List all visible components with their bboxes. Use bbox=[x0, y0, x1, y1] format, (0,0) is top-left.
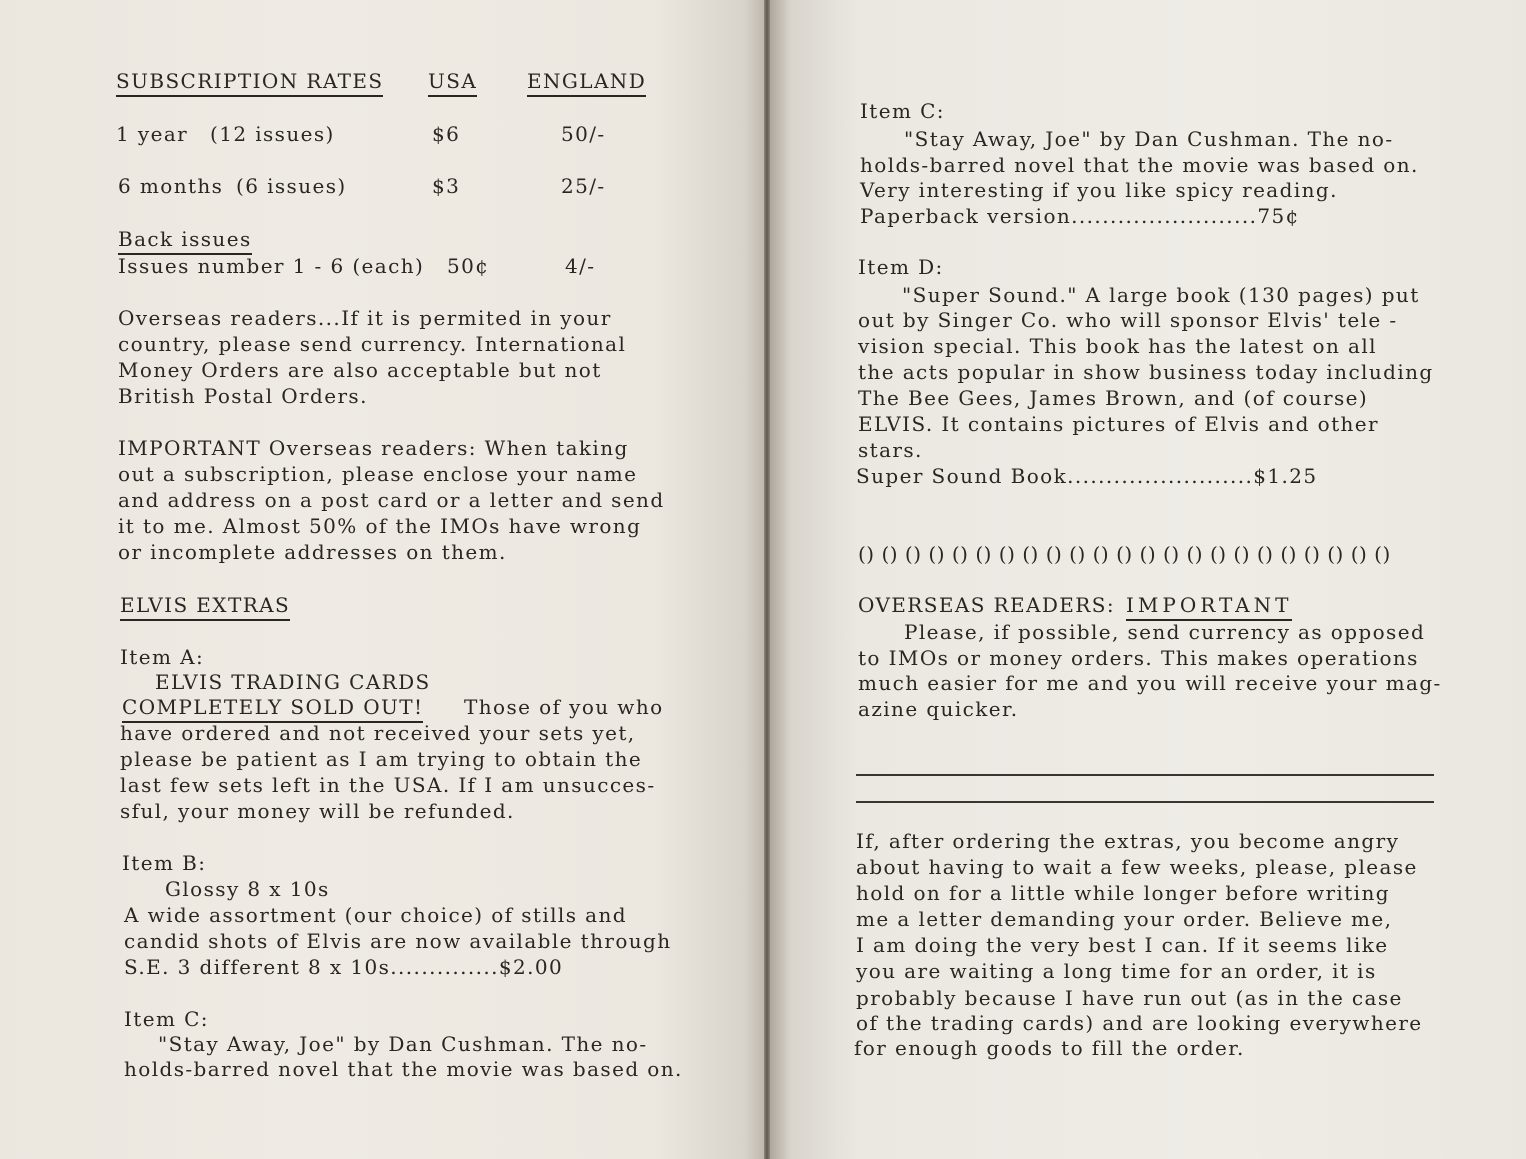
overseas-paragraph-line: Overseas readers...If it is permited in your bbox=[118, 306, 612, 330]
item-d-line: the acts popular in show business today including bbox=[858, 360, 1434, 384]
overseas-paragraph-line: country, please send currency. International bbox=[118, 332, 627, 356]
back-issues-england: 4/- bbox=[565, 254, 596, 278]
rate-issues: (12 issues) bbox=[210, 122, 335, 146]
rate-usa: $3 bbox=[432, 174, 461, 198]
item-d-line: The Bee Gees, James Brown, and (of course) bbox=[858, 386, 1369, 410]
item-d-line: "Super Sound." A large book (130 pages) put bbox=[902, 283, 1420, 307]
horizontal-rule bbox=[856, 801, 1434, 803]
important-paragraph-line: it to me. Almost 50% of the IMOs have wrong bbox=[118, 514, 642, 538]
parenthesis-divider: () () () () () () () () () () () () () () () () () () () () () () () bbox=[858, 542, 1391, 566]
subscription-rates-heading: SUBSCRIPTION RATES bbox=[116, 68, 383, 97]
item-a-label: Item A: bbox=[120, 645, 205, 669]
back-issues-label: Issues number 1 - 6 (each) bbox=[118, 254, 425, 278]
rate-usa: $6 bbox=[432, 122, 461, 146]
item-c-label: Item C: bbox=[860, 99, 945, 123]
overseas-line: much easier for me and you will receive your mag- bbox=[858, 671, 1442, 695]
item-b-line: candid shots of Elvis are now available through bbox=[124, 929, 672, 953]
item-c-label: Item C: bbox=[124, 1007, 209, 1031]
overseas-line: to IMOs or money orders. This makes operations bbox=[858, 646, 1419, 670]
closing-paragraph-line: me a letter demanding your order. Believe me, bbox=[856, 907, 1393, 931]
overseas-line: Please, if possible, send currency as opposed bbox=[904, 620, 1426, 644]
overseas-important: IMPORTANT bbox=[1126, 592, 1292, 621]
item-d-line: stars. bbox=[858, 438, 923, 462]
item-c-line: "Stay Away, Joe" by Dan Cushman. The no- bbox=[158, 1032, 648, 1056]
rate-england: 25/- bbox=[561, 174, 606, 198]
back-issues-heading: Back issues bbox=[118, 226, 252, 255]
horizontal-rule bbox=[856, 774, 1434, 776]
item-a-line: have ordered and not received your sets yet, bbox=[120, 721, 636, 745]
closing-paragraph-line: for enough goods to fill the order. bbox=[854, 1036, 1245, 1060]
rate-issues: (6 issues) bbox=[236, 174, 347, 198]
item-c-line: Very interesting if you like spicy reading. bbox=[860, 178, 1338, 202]
right-page bbox=[768, 0, 1526, 1159]
item-b-line: A wide assortment (our choice) of stills and bbox=[124, 903, 627, 927]
book-spine bbox=[764, 0, 770, 1159]
item-a-line: please be patient as I am trying to obtain the bbox=[120, 747, 643, 771]
back-issues-usa: 50¢ bbox=[447, 254, 490, 278]
usa-column-heading: USA bbox=[428, 68, 477, 97]
item-a-line: last few sets left in the USA. If I am unsucces- bbox=[120, 773, 656, 797]
item-d-line: vision special. This book has the latest on all bbox=[858, 334, 1377, 358]
rate-term: 1 year bbox=[116, 122, 189, 146]
closing-paragraph-line: If, after ordering the extras, you become angry bbox=[856, 829, 1400, 853]
elvis-extras-heading: ELVIS EXTRAS bbox=[120, 592, 290, 621]
item-c-line: "Stay Away, Joe" by Dan Cushman. The no- bbox=[904, 127, 1394, 151]
closing-paragraph-line: of the trading cards) and are looking everywhere bbox=[856, 1011, 1423, 1035]
item-a-title: ELVIS TRADING CARDS bbox=[155, 670, 431, 694]
overseas-paragraph-line: Money Orders are also acceptable but not bbox=[118, 358, 602, 382]
item-d-line: ELVIS. It contains pictures of Elvis and other bbox=[858, 412, 1380, 436]
item-a-line: Those of you who bbox=[464, 695, 664, 719]
rate-england: 50/- bbox=[561, 122, 606, 146]
item-d-line: out by Singer Co. who will sponsor Elvis' tele - bbox=[858, 308, 1398, 332]
item-b-price-line: S.E. 3 different 8 x 10s..............$2.00 bbox=[124, 955, 564, 979]
item-b-label: Item B: bbox=[122, 851, 207, 875]
closing-paragraph-line: hold on for a little while longer before writing bbox=[856, 881, 1390, 905]
england-column-heading: ENGLAND bbox=[527, 68, 646, 97]
item-a-line: sful, your money will be refunded. bbox=[120, 799, 515, 823]
item-d-price-line: Super Sound Book........................$1.25 bbox=[856, 464, 1318, 488]
item-d-label: Item D: bbox=[858, 255, 944, 279]
item-c-line: holds-barred novel that the movie was based on. bbox=[124, 1057, 683, 1081]
overseas-heading: OVERSEAS READERS: bbox=[858, 593, 1115, 617]
item-b-title: Glossy 8 x 10s bbox=[165, 877, 330, 901]
closing-paragraph-line: I am doing the very best I can. If it seems like bbox=[856, 933, 1389, 957]
overseas-line: azine quicker. bbox=[858, 697, 1019, 721]
important-paragraph-line: IMPORTANT Overseas readers: When taking bbox=[118, 436, 629, 460]
overseas-paragraph-line: British Postal Orders. bbox=[118, 384, 368, 408]
closing-paragraph-line: probably because I have run out (as in the case bbox=[856, 986, 1403, 1010]
rate-term: 6 months bbox=[118, 174, 224, 198]
important-paragraph-line: or incomplete addresses on them. bbox=[118, 540, 507, 564]
important-paragraph-line: out a subscription, please enclose your name bbox=[118, 462, 638, 486]
important-paragraph-line: and address on a post card or a letter and send bbox=[118, 488, 665, 512]
closing-paragraph-line: you are waiting a long time for an order, it is bbox=[856, 959, 1377, 983]
item-a-sold-out: COMPLETELY SOLD OUT! bbox=[122, 694, 423, 723]
closing-paragraph-line: about having to wait a few weeks, please, please bbox=[856, 855, 1418, 879]
item-c-price-line: Paperback version........................75¢ bbox=[860, 204, 1300, 228]
item-c-line: holds-barred novel that the movie was based on. bbox=[860, 153, 1419, 177]
